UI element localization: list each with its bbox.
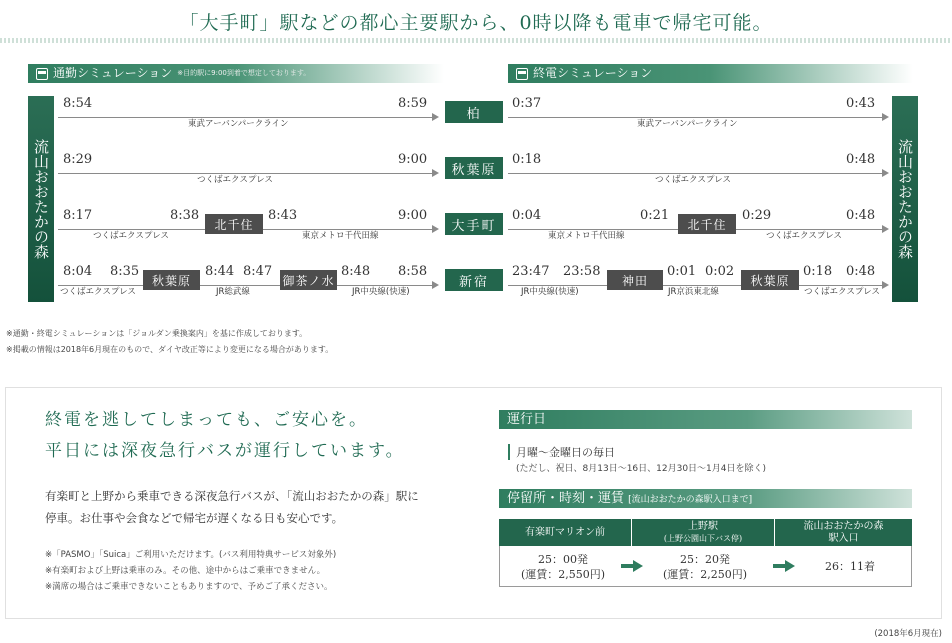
bus-note: ※有楽町および上野は乗車のみ。その他、途中からはご乗車できません。 xyxy=(45,566,326,576)
line-name: 東武アーバンパークライン xyxy=(637,119,738,129)
transfer-kanda: 神田 xyxy=(607,270,663,290)
stops-subtitle: [流山おおたかの森駅入口まで] xyxy=(628,495,753,505)
train-icon xyxy=(516,68,528,80)
ueno-depart: 25：20発 xyxy=(680,553,730,566)
ueno-stop: (上野公園山下バス停) xyxy=(663,533,743,543)
nagareyama-stop: 駅入口 xyxy=(828,532,859,544)
arrow-icon xyxy=(882,169,889,177)
arrow-icon xyxy=(882,113,889,121)
ueno-cell xyxy=(650,552,760,582)
line-name: 東京メトロ千代田線 xyxy=(302,231,379,241)
depart-time: 0:04 xyxy=(512,208,542,223)
headline-divider xyxy=(0,38,952,43)
transfer-depart-time: 0:01 xyxy=(667,264,697,279)
arrive-time: 0:48 xyxy=(846,152,876,167)
page-headline: 「大手町」駅などの都心主要駅から、0時以降も電車で帰宅可能。 xyxy=(179,12,773,34)
arrive-time: 9:00 xyxy=(398,152,428,167)
destination-station-text: 流山おおたかの森 xyxy=(896,139,914,259)
transfer-kitasenju: 北千住 xyxy=(205,214,263,234)
arrow-right-icon xyxy=(773,560,795,572)
hub-shinjuku: 新宿 xyxy=(445,269,503,291)
transfer-depart-time: 0:29 xyxy=(742,208,772,223)
hub-kashiwa: 柏 xyxy=(445,101,503,123)
line-name: JR京浜東北線 xyxy=(668,287,719,297)
timetable-row xyxy=(499,546,912,587)
origin-station-text: 流山おおたかの森 xyxy=(32,139,50,259)
commute-note: ※目的駅に9:00到着で想定しております。 xyxy=(177,69,311,77)
transfer-akihabara: 秋葉原 xyxy=(741,270,799,290)
line-name: つくばエクスプレス xyxy=(804,287,880,297)
yurakucho-fare: (運賃：2,550円) xyxy=(520,568,606,581)
transfer-depart-time: 8:48 xyxy=(341,264,371,279)
column-header-yurakucho: 有楽町マリオン前 xyxy=(499,519,632,546)
depart-time: 8:29 xyxy=(63,152,93,167)
transfer-depart-time: 0:18 xyxy=(803,264,833,279)
line-name: つくばエクスプレス xyxy=(60,287,136,297)
ueno-fare: (運賃：2,250円) xyxy=(662,568,748,581)
arrive-time: 8:58 xyxy=(398,264,428,279)
arrive-time: 0:48 xyxy=(846,208,876,223)
ueno-name: 上野駅 xyxy=(688,520,718,532)
stops-title: 停留所・時刻・運賃 xyxy=(507,491,625,506)
line-name: JR中央線(快速) xyxy=(352,287,410,297)
line-name: JR中央線(快速) xyxy=(521,287,579,297)
depart-time: 8:17 xyxy=(63,208,93,223)
arrow-icon xyxy=(432,225,439,233)
transfer-arrive-time: 8:35 xyxy=(110,264,140,279)
depart-time: 23:47 xyxy=(512,264,550,279)
depart-time: 0:18 xyxy=(512,152,542,167)
bus-body-line-2: 停車。お仕事や会食などで帰宅が遅くなる日も安心です。 xyxy=(45,511,344,525)
operating-days: 月曜～金曜日の毎日 xyxy=(508,444,615,460)
arrive-time: 8:59 xyxy=(398,96,428,111)
operating-days-title: 運行日 xyxy=(507,412,547,427)
transfer-arrive-time: 0:02 xyxy=(705,264,735,279)
arrow-right-icon xyxy=(621,560,643,572)
line-name: つくばエクスプレス xyxy=(93,231,169,241)
arrive-time: 9:00 xyxy=(398,208,428,223)
line-name: 東武アーバンパークライン xyxy=(188,119,289,129)
arrow-icon xyxy=(432,169,439,177)
bus-timetable xyxy=(499,519,912,587)
transfer-depart-time: 8:43 xyxy=(268,208,298,223)
operating-days-header xyxy=(499,410,912,429)
footnote: ※掲載の情報は2018年6月現在のもので、ダイヤ改正等により変更になる場合があります。 xyxy=(6,345,334,354)
lasttrain-title: 終電シミュレーション xyxy=(533,66,653,80)
line-name: JR総武線 xyxy=(216,287,250,297)
nagareyama-name: 流山おおたかの森 xyxy=(803,520,884,532)
transfer-kitasenju: 北千住 xyxy=(678,214,736,234)
line-name: つくばエクスプレス xyxy=(766,231,842,241)
origin-station-label xyxy=(28,96,54,302)
bus-note: ※「PASMO」「Suica」ご利用いただけます。(バス利用特典サービス対象外) xyxy=(45,550,337,560)
line-name: つくばエクスプレス xyxy=(197,175,273,185)
transfer-depart-time: 8:44 xyxy=(205,264,235,279)
transfer-arrive-time: 0:21 xyxy=(640,208,670,223)
transfer-arrive-time: 8:38 xyxy=(170,208,200,223)
commute-section-bar xyxy=(28,64,444,83)
bus-lead-line-2: 平日には深夜急行バスが運行しています。 xyxy=(45,441,405,461)
footnote: ※通勤・終電シミュレーションは「ジョルダン乗換案内」を基に作成しております。 xyxy=(6,329,308,338)
bus-note: ※満席の場合はご乗車できないこともありますので、予めご了承ください。 xyxy=(45,582,333,592)
depart-time: 8:04 xyxy=(63,264,93,279)
column-header-nagareyama xyxy=(775,519,912,546)
as-of-date: (2018年6月現在) xyxy=(874,629,942,639)
arrow-icon xyxy=(432,113,439,121)
arrive-time: 0:43 xyxy=(846,96,876,111)
transfer-arrive-time: 23:58 xyxy=(563,264,601,279)
transfer-akihabara: 秋葉原 xyxy=(143,270,200,290)
yurakucho-cell xyxy=(508,552,618,582)
train-icon xyxy=(36,68,48,80)
hub-otemachi: 大手町 xyxy=(445,213,503,235)
bus-lead-line-1: 終電を逃してしまっても、ご安心を。 xyxy=(45,410,368,430)
commute-title: 通勤シミュレーション xyxy=(53,66,173,80)
line-name: 東京メトロ千代田線 xyxy=(548,231,625,241)
destination-station-label xyxy=(892,96,918,302)
column-header-ueno xyxy=(632,519,775,546)
transfer-arrive-time: 8:47 xyxy=(243,264,273,279)
hub-akihabara: 秋葉原 xyxy=(445,157,503,179)
nagareyama-arrive: 26：11着 xyxy=(825,560,875,573)
depart-time: 0:37 xyxy=(512,96,542,111)
transfer-ochanomizu: 御茶ノ水 xyxy=(280,270,337,290)
line-name: つくばエクスプレス xyxy=(655,175,731,185)
stops-header xyxy=(499,489,912,508)
bus-body-line-1: 有楽町と上野から乗車できる深夜急行バスが、「流山おおたかの森」駅に xyxy=(45,489,419,503)
depart-time: 8:54 xyxy=(63,96,93,111)
operating-days-exceptions: (ただし、祝日、8月13日～16日、12月30日～1月4日を除く) xyxy=(516,464,767,474)
arrow-icon xyxy=(432,281,439,289)
arrive-time: 0:48 xyxy=(846,264,876,279)
lasttrain-section-bar xyxy=(508,64,913,83)
yurakucho-depart: 25：00発 xyxy=(538,553,588,566)
arrow-icon xyxy=(882,225,889,233)
arrow-icon xyxy=(882,281,889,289)
